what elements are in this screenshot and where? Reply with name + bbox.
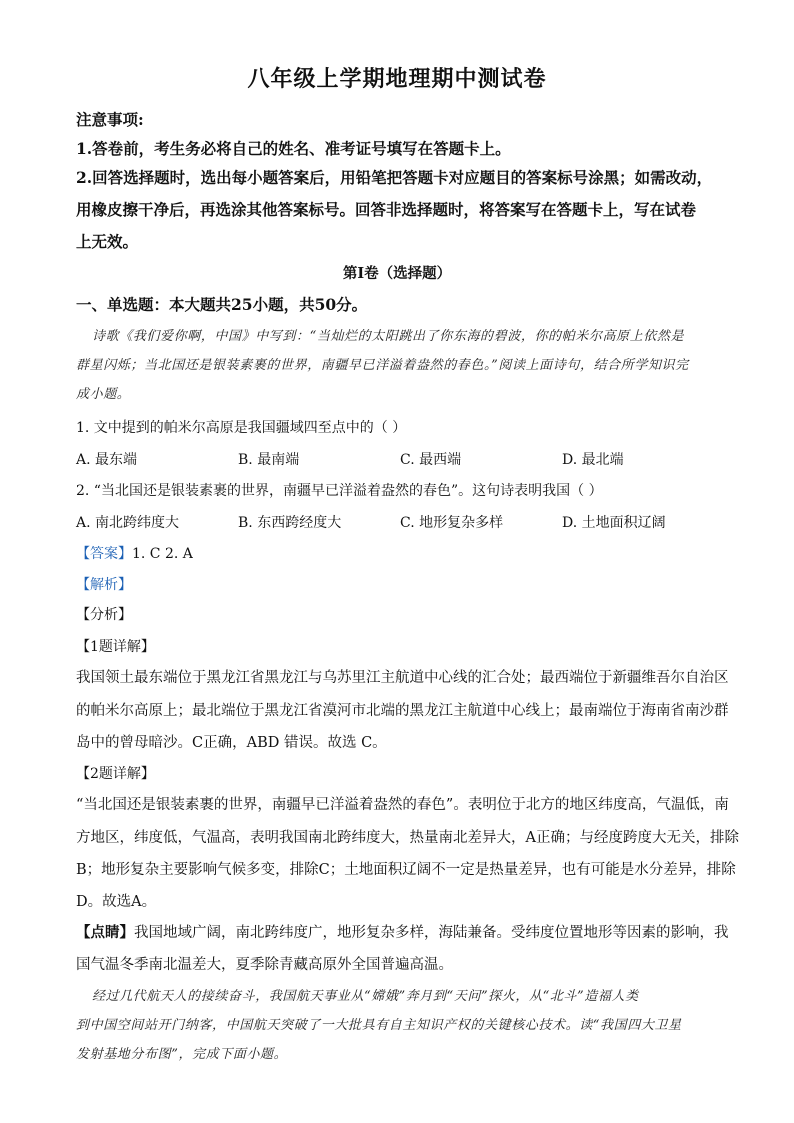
detail-2-line-3: B；地形复杂主要影响气候多变，排除C；土地面积辽阔不一定是热量差异，也有可能是水分差异，排除 — [76, 862, 736, 878]
analysis-tag: 【解析】 — [76, 577, 132, 593]
poem-1-line-1: 诗歌《我们爱你啊，中国》中写到：“当灿烂的太阳跳出了你东海的碧波，你的帕米尔高原上依然是 — [92, 329, 685, 344]
notice-heading: 注意事项: — [76, 110, 144, 129]
poem-1-line-2: 群星闪烁；当北国还是银装素裹的世界，南疆早已洋溢着盎然的春色。”阅读上面诗句，结合所学知识完 — [76, 358, 689, 373]
question-1-option-b: B. 最南端 — [238, 452, 300, 468]
question-2-options — [76, 512, 736, 532]
question-1-option-a: A. 最东端 — [76, 452, 138, 468]
key-point-tag: 【点睛】 — [76, 924, 134, 941]
answer-line — [76, 543, 193, 563]
detail-2-line-1: “当北国还是银装素裹的世界，南疆早已洋溢着盎然的春色”。表明位于北方的地区纬度高，气温低，南 — [76, 797, 729, 813]
part1-heading: 一、单选题：本大题共25小题，共50分。 — [76, 295, 368, 314]
answer-text: 1. C 2. A — [132, 546, 193, 562]
question-1-stem: 1. 文中提到的帕米尔高原是我国疆域四至点中的（ ） — [76, 420, 407, 436]
notice-item-2-line-1: 2.回答选择题时，选出每小题答案后，用铅笔把答题卡对应题目的答案标号涂黑；如需改动， — [76, 168, 713, 187]
fenxi-tag: 【分析】 — [76, 607, 132, 623]
page-title: 八年级上学期地理期中测试卷 — [247, 66, 547, 92]
detail-2-heading: 【2题详解】 — [76, 766, 155, 782]
detail-1-line-2: 的帕米尔高原上；最北端位于黑龙江省漠河市北端的黑龙江主航道中心线上；最南端位于海南省南沙群 — [76, 703, 729, 719]
question-2-option-d: D. 土地面积辽阔 — [562, 515, 666, 531]
question-2-stem: 2. “当北国还是银装素裹的世界，南疆早已洋溢着盎然的春色”。这句诗表明我国（ ） — [76, 483, 603, 499]
question-1-option-c: C. 最西端 — [400, 452, 462, 468]
detail-1-heading: 【1题详解】 — [76, 639, 155, 655]
detail-1-line-3: 岛中的曾母暗沙。C正确，ABD 错误。故选 C。 — [76, 735, 387, 751]
detail-2-line-2: 方地区，纬度低，气温高，表明我国南北跨纬度大，热量南北差异大，A正确；与经度跨度大无关，排除 — [76, 830, 739, 846]
detail-1-line-1: 我国领土最东端位于黑龙江省黑龙江与乌苏里江主航道中心线的汇合处；最西端位于新疆维吾尔自治区 — [76, 670, 729, 686]
question-1-option-d: D. 最北端 — [562, 452, 624, 468]
poem-2-line-1: 经过几代航天人的接续奋斗，我国航天事业从“嫦娥”奔月到“天问”探火，从“北斗”造福人类 — [92, 989, 639, 1004]
notice-item-2-line-3: 上无效。 — [76, 232, 139, 251]
key-point-line-1 — [76, 921, 729, 942]
answer-tag: 【答案】 — [76, 546, 132, 562]
notice-item-2-line-2: 用橡皮擦干净后，再选涂其他答案标号。回答非选择题时，将答案写在答题卡上，写在试卷 — [76, 200, 697, 219]
key-point-line-2: 国气温冬季南北温差大，夏季除青藏高原外全国普遍高温。 — [76, 957, 453, 973]
detail-2-line-4: D。故选A。 — [76, 894, 157, 910]
poem-1-line-3: 成小题。 — [76, 387, 131, 402]
notice-item-1: 1.答卷前，考生务必将自己的姓名、准考证号填写在答题卡上。 — [76, 139, 511, 158]
question-2-option-c: C. 地形复杂多样 — [400, 515, 504, 531]
key-point-text-1: 我国地域广阔，南北跨纬度广，地形复杂多样，海陆兼备。受纬度位置地形等因素的影响，我 — [134, 925, 729, 941]
question-2-option-a: A. 南北跨纬度大 — [76, 515, 180, 531]
poem-2-line-3: 发射基地分布图”，完成下面小题。 — [76, 1047, 288, 1062]
poem-2-line-2: 到中国空间站开门纳客，中国航天突破了一大批具有自主知识产权的关键核心技术。读“我国四大卫星 — [76, 1018, 682, 1033]
question-2-option-b: B. 东西跨经度大 — [238, 515, 342, 531]
question-1-options — [76, 449, 736, 469]
section-title: 第Ⅰ卷（选择题） — [342, 265, 452, 282]
